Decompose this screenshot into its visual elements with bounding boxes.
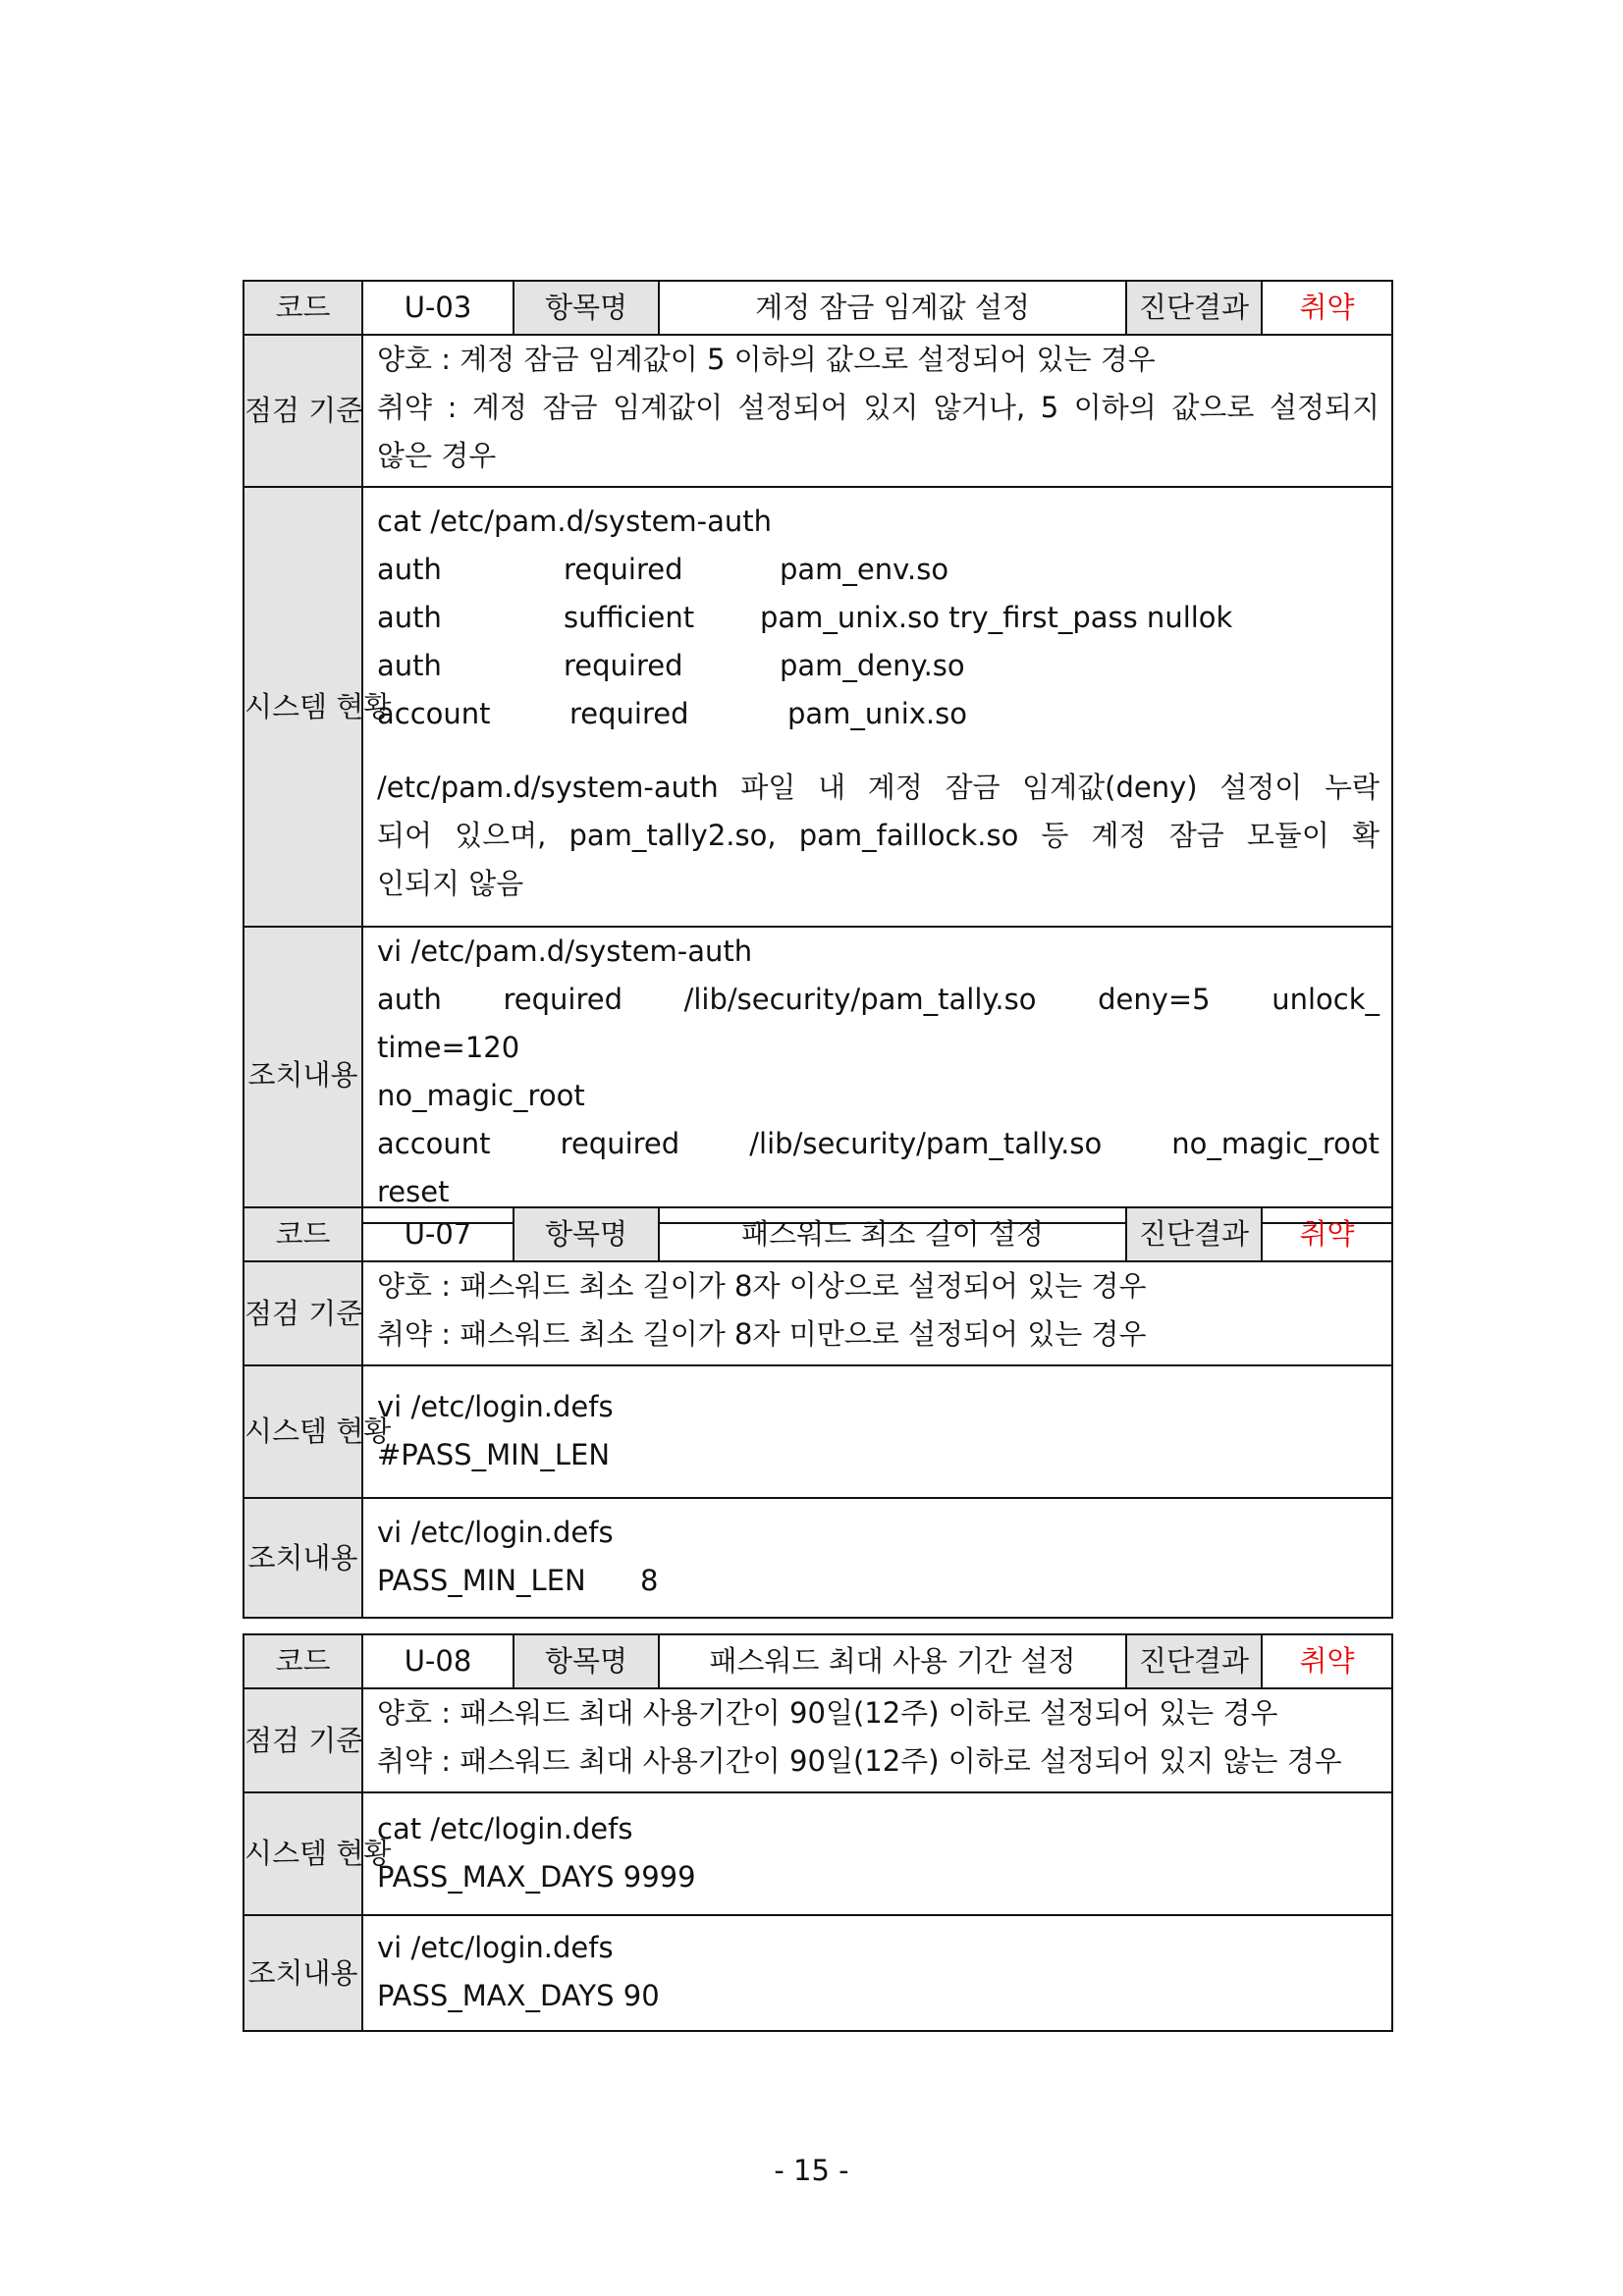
action-line: vi /etc/pam.d/system-auth — [377, 934, 753, 968]
result-value: 취약 — [1262, 1634, 1392, 1688]
status-line: #PASS_MIN_LEN — [377, 1437, 611, 1471]
item-label: 항목명 — [514, 281, 659, 335]
status-note-line: 인되지 않음 — [377, 867, 524, 900]
status-code-line: auth required pam_env.so — [377, 553, 949, 586]
item-value: 패스워드 최대 사용 기간 설정 — [659, 1634, 1126, 1688]
code-label: 코드 — [243, 1207, 362, 1261]
table-header-row — [243, 1207, 1392, 1261]
criteria-row — [243, 1688, 1392, 1792]
action-line: time=120 — [377, 1031, 520, 1064]
action-line: vi /etc/login.defs — [377, 1931, 614, 1964]
criteria-label: 점검 기준 — [243, 1688, 362, 1792]
code-label: 코드 — [243, 281, 362, 335]
action-line: no_magic_root — [377, 1079, 585, 1112]
status-note-line: 되어 있으며, pam_tally2.so, pam_faillock.so 등 계정 잠금 모듈이 확 — [377, 819, 1380, 852]
item-label: 항목명 — [514, 1634, 659, 1688]
criteria-body — [362, 1688, 1392, 1792]
criteria-line: 않은 경우 — [377, 439, 497, 472]
table-header-row — [243, 281, 1392, 335]
action-row — [243, 927, 1392, 1223]
criteria-line: 양호 : 패스워드 최대 사용기간이 90일(12주) 이하로 설정되어 있는 경우 — [377, 1696, 1278, 1730]
code-value: U-03 — [362, 281, 514, 335]
action-body — [362, 927, 1392, 1223]
code-label: 코드 — [243, 1634, 362, 1688]
action-row — [243, 1915, 1392, 2031]
criteria-line: 취약 : 패스워드 최소 길이가 8자 미만으로 설정되어 있는 경우 — [377, 1317, 1147, 1351]
action-line: vi /etc/login.defs — [377, 1516, 614, 1549]
status-row — [243, 1365, 1392, 1498]
check-table-u08 — [243, 1633, 1393, 2032]
action-label: 조치내용 — [243, 1498, 362, 1618]
result-value: 취약 — [1262, 281, 1392, 335]
status-note-line: /etc/pam.d/system-auth 파일 내 계정 잠금 임계값(deny) 설정이 누락 — [377, 771, 1380, 804]
result-label: 진단결과 — [1126, 1634, 1262, 1688]
criteria-body — [362, 335, 1392, 487]
status-command: cat /etc/pam.d/system-auth — [377, 505, 773, 538]
criteria-label: 점검 기준 — [243, 1261, 362, 1365]
status-label: 시스템 현황 — [243, 1365, 362, 1498]
status-label: 시스템 현황 — [243, 1792, 362, 1915]
criteria-row — [243, 1261, 1392, 1365]
action-body — [362, 1498, 1392, 1618]
item-value: 계정 잠금 임계값 설정 — [659, 281, 1126, 335]
status-line: vi /etc/login.defs — [377, 1389, 614, 1423]
status-label: 시스템 현황 — [243, 487, 362, 927]
table-header-row — [243, 1634, 1392, 1688]
criteria-label: 점검 기준 — [243, 335, 362, 487]
code-value: U-08 — [362, 1634, 514, 1688]
action-label: 조치내용 — [243, 1915, 362, 2031]
result-label: 진단결과 — [1126, 1207, 1262, 1261]
action-line: reset — [377, 1175, 450, 1208]
check-table-u07 — [243, 1206, 1393, 1619]
criteria-line: 양호 : 패스워드 최소 길이가 8자 이상으로 설정되어 있는 경우 — [377, 1269, 1147, 1303]
action-body — [362, 1915, 1392, 2031]
status-row — [243, 1792, 1392, 1915]
action-line: auth required /lib/security/pam_tally.so deny=5 unlock_ — [377, 983, 1380, 1016]
status-line: PASS_MAX_DAYS 9999 — [377, 1859, 696, 1894]
page-number: - 15 - — [774, 2154, 849, 2187]
result-value: 취약 — [1262, 1207, 1392, 1261]
criteria-line: 취약 : 패스워드 최대 사용기간이 90일(12주) 이하로 설정되어 있지 않는 경우 — [377, 1744, 1342, 1778]
action-label: 조치내용 — [243, 927, 362, 1223]
action-row — [243, 1498, 1392, 1618]
status-line: cat /etc/login.defs — [377, 1811, 633, 1845]
result-label: 진단결과 — [1126, 281, 1262, 335]
status-row — [243, 487, 1392, 927]
criteria-body — [362, 1261, 1392, 1365]
item-value: 패스워드 최소 길이 설정 — [659, 1207, 1126, 1261]
action-line: account required /lib/security/pam_tally.so no_magic_root — [377, 1127, 1380, 1160]
item-label: 항목명 — [514, 1207, 659, 1261]
criteria-row — [243, 335, 1392, 487]
status-body — [362, 1792, 1392, 1915]
action-line: PASS_MIN_LEN 8 — [377, 1564, 659, 1597]
action-line: PASS_MAX_DAYS 90 — [377, 1979, 660, 2012]
criteria-line: 취약 : 계정 잠금 임계값이 설정되어 있지 않거나, 5 이하의 값으로 설정되지 — [377, 391, 1380, 424]
criteria-line: 양호 : 계정 잠금 임계값이 5 이하의 값으로 설정되어 있는 경우 — [377, 343, 1156, 376]
status-code-line: account required pam_unix.so — [377, 697, 967, 730]
code-value: U-07 — [362, 1207, 514, 1261]
status-body — [362, 487, 1392, 927]
check-table-u03 — [243, 280, 1393, 1224]
status-code-line: auth required pam_deny.so — [377, 649, 965, 682]
status-code-line: auth sufficient pam_unix.so try_first_pass nullok — [377, 601, 1233, 634]
status-body — [362, 1365, 1392, 1498]
